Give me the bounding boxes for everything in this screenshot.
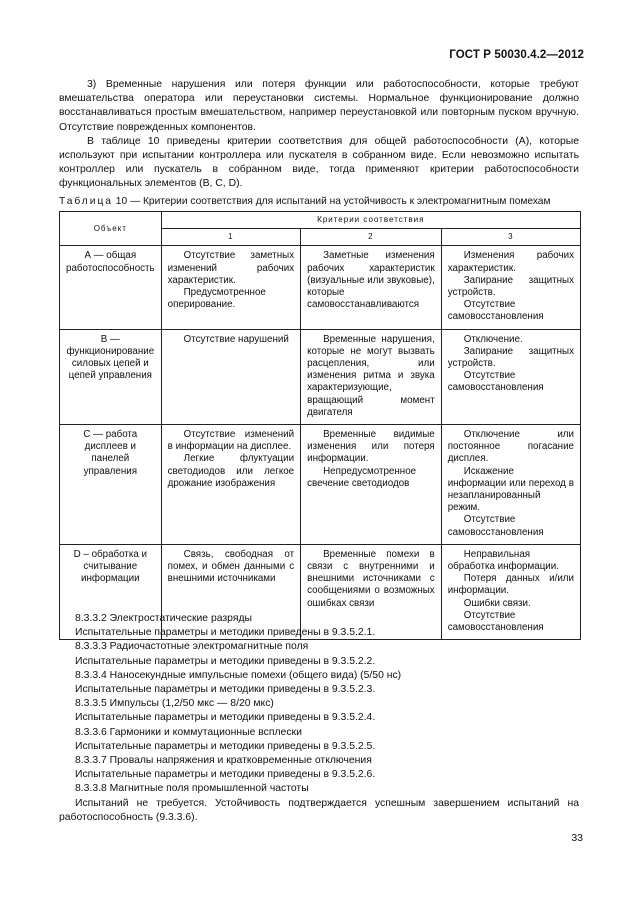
- criteria-line: Непредусмотренное свечение светодиодов: [307, 465, 417, 489]
- criteria-line: Отключение.: [463, 333, 523, 345]
- column-number: 3: [441, 229, 580, 246]
- criteria-cell-c1: [161, 329, 300, 424]
- intro-text: [59, 78, 579, 192]
- object-cell: А — общая работоспособность: [60, 246, 162, 329]
- section-text: Испытательные параметры и методики приведены в 9.3.5.2.1.: [75, 627, 376, 639]
- object-cell: D – обработка и считывание информации: [60, 544, 162, 639]
- criteria-cell-c3: [441, 425, 580, 545]
- section-text: Испытательные параметры и методики приведены в 9.3.5.2.3.: [75, 684, 376, 696]
- section-heading: 8.3.3.8 Магнитные поля промышленной частоты: [75, 783, 309, 795]
- criteria-line: Запирание защитных устройств.: [447, 345, 574, 370]
- section-heading: 8.3.3.3 Радиочастотные электромагнитные поля: [75, 641, 309, 653]
- criteria-line: Временные видимые изменения или потеря информации.: [307, 429, 435, 465]
- criteria-line: Связь, свободная от помех, и обмен данными с внешними источниками: [167, 548, 295, 585]
- criteria-line: Заметные изменения рабочих характеристик (визуальные или звуковые), которые самовосстанавливаются: [307, 250, 435, 311]
- table-caption-text: 10 — Критерии соответствия для испытаний на устойчивость к электромагнитным помехам: [115, 196, 551, 207]
- table-row: [60, 246, 581, 329]
- criteria-line: Искажение информации или переход в незапланированный режим.: [447, 465, 574, 514]
- section-heading: 8.3.3.7 Провалы напряжения и кратковременные отключения: [75, 755, 372, 767]
- final-paragraph: Испытаний не требуется. Устойчивость подтверждается успешным завершением испытаний на работоспособность (9.3.3.6).: [59, 797, 579, 823]
- section-heading: 8.3.3.4 Наносекундные импульсные помехи (общего вида) (5/50 нс): [75, 669, 402, 681]
- criteria-cell-c3: [441, 246, 580, 329]
- criteria-line: Отсутствие самовосстановления: [447, 370, 544, 394]
- document-header: ГОСТ Р 50030.4.2—2012: [449, 49, 584, 61]
- criteria-line: Отключение или постоянное погасание дисплея.: [447, 429, 574, 465]
- criteria-line: Потеря данных и/или информации.: [447, 573, 574, 597]
- criteria-cell-c2: [301, 246, 442, 329]
- criteria-line: Неправильная обработка информации.: [447, 548, 559, 573]
- table-row: [60, 329, 581, 424]
- criteria-line: Временные нарушения, которые не могут вызвать расцепления, или изменения ритма и звука характеризующие, вращающий момент двигателя: [307, 333, 435, 418]
- header-object: Объект: [60, 212, 162, 246]
- section-heading: 8.3.3.6 Гармоники и коммутационные всплески: [75, 726, 302, 738]
- criteria-cell-c3: [441, 329, 580, 424]
- criteria-line: Ошибки связи.: [463, 597, 531, 609]
- criteria-line: Временные помехи в связи с внутренними и внешними источниками с сообщениями о возможных ошибках связи: [307, 548, 435, 609]
- table-caption-label: Таблица: [59, 196, 113, 207]
- intro-paragraph: В таблице 10 приведены критерии соответствия для общей работоспособности (А), которые используют при испытании контроллера или пускателя в собранном виде. Если невозможно испытать контроллер или пускатель в собранном виде, тогда применяют критерии работоспособности функциональных элементов (В, С, D).: [59, 135, 579, 190]
- section-heading: 8.3.3.2 Электростатические разряды: [75, 613, 252, 624]
- criteria-line: Отсутствие изменений в информации на дисплее.: [167, 429, 295, 453]
- section-text: Испытательные параметры и методики приведены в 9.3.5.2.6.: [75, 769, 376, 781]
- criteria-line: Отсутствие самовосстановления: [447, 299, 544, 323]
- criteria-line: Предусмотренное оперирование.: [167, 287, 266, 311]
- header-criteria: Критерии соответствия: [161, 212, 580, 229]
- sections-list: [59, 609, 579, 825]
- criteria-line: Легкие флуктуации светодиодов или легкое дрожание изображения: [167, 453, 295, 489]
- section-text: Испытательные параметры и методики приведены в 9.3.5.2.4.: [75, 712, 376, 724]
- criteria-cell-c1: [161, 425, 300, 545]
- criteria-line: Отсутствие самовосстановления: [447, 609, 544, 634]
- criteria-line: Отсутствие нарушений: [183, 333, 289, 345]
- table-caption: [59, 196, 589, 207]
- criteria-line: Запирание защитных устройств.: [447, 274, 574, 299]
- criteria-line: Отсутствие заметных изменений рабочих характеристик.: [167, 250, 295, 286]
- section-heading: 8.3.3.5 Импульсы (1,2/50 мкс — 8/20 мкс): [75, 698, 274, 710]
- column-number: 1: [161, 229, 300, 246]
- criteria-cell-c1: [161, 246, 300, 329]
- criteria-cell-c2: [301, 329, 442, 424]
- page-number: 33: [571, 832, 583, 844]
- object-cell: С — работа дисплеев и панелей управления: [60, 425, 162, 545]
- criteria-line: Отсутствие самовосстановления: [447, 514, 544, 538]
- criteria-cell-c2: [301, 425, 442, 545]
- table-row: [60, 425, 581, 545]
- section-text: Испытательные параметры и методики приведены в 9.3.5.2.5.: [75, 740, 376, 752]
- criteria-line: Изменения рабочих характеристик.: [447, 250, 574, 274]
- column-number: 2: [301, 229, 442, 246]
- criteria-table: [59, 211, 581, 640]
- object-cell: В — функционирование силовых цепей и цепей управления: [60, 329, 162, 424]
- intro-paragraph: 3) Временные нарушения или потеря функции или работоспособности, которые требуют вмешательства оператора или переустановки системы. Нормальное функционирование должно восстанавливаться простым вмешательством, например переустановкой или повторным пуском вручную. Отсутствие поврежденных компонентов.: [59, 79, 579, 133]
- section-text: Испытательные параметры и методики приведены в 9.3.5.2.2.: [75, 655, 376, 667]
